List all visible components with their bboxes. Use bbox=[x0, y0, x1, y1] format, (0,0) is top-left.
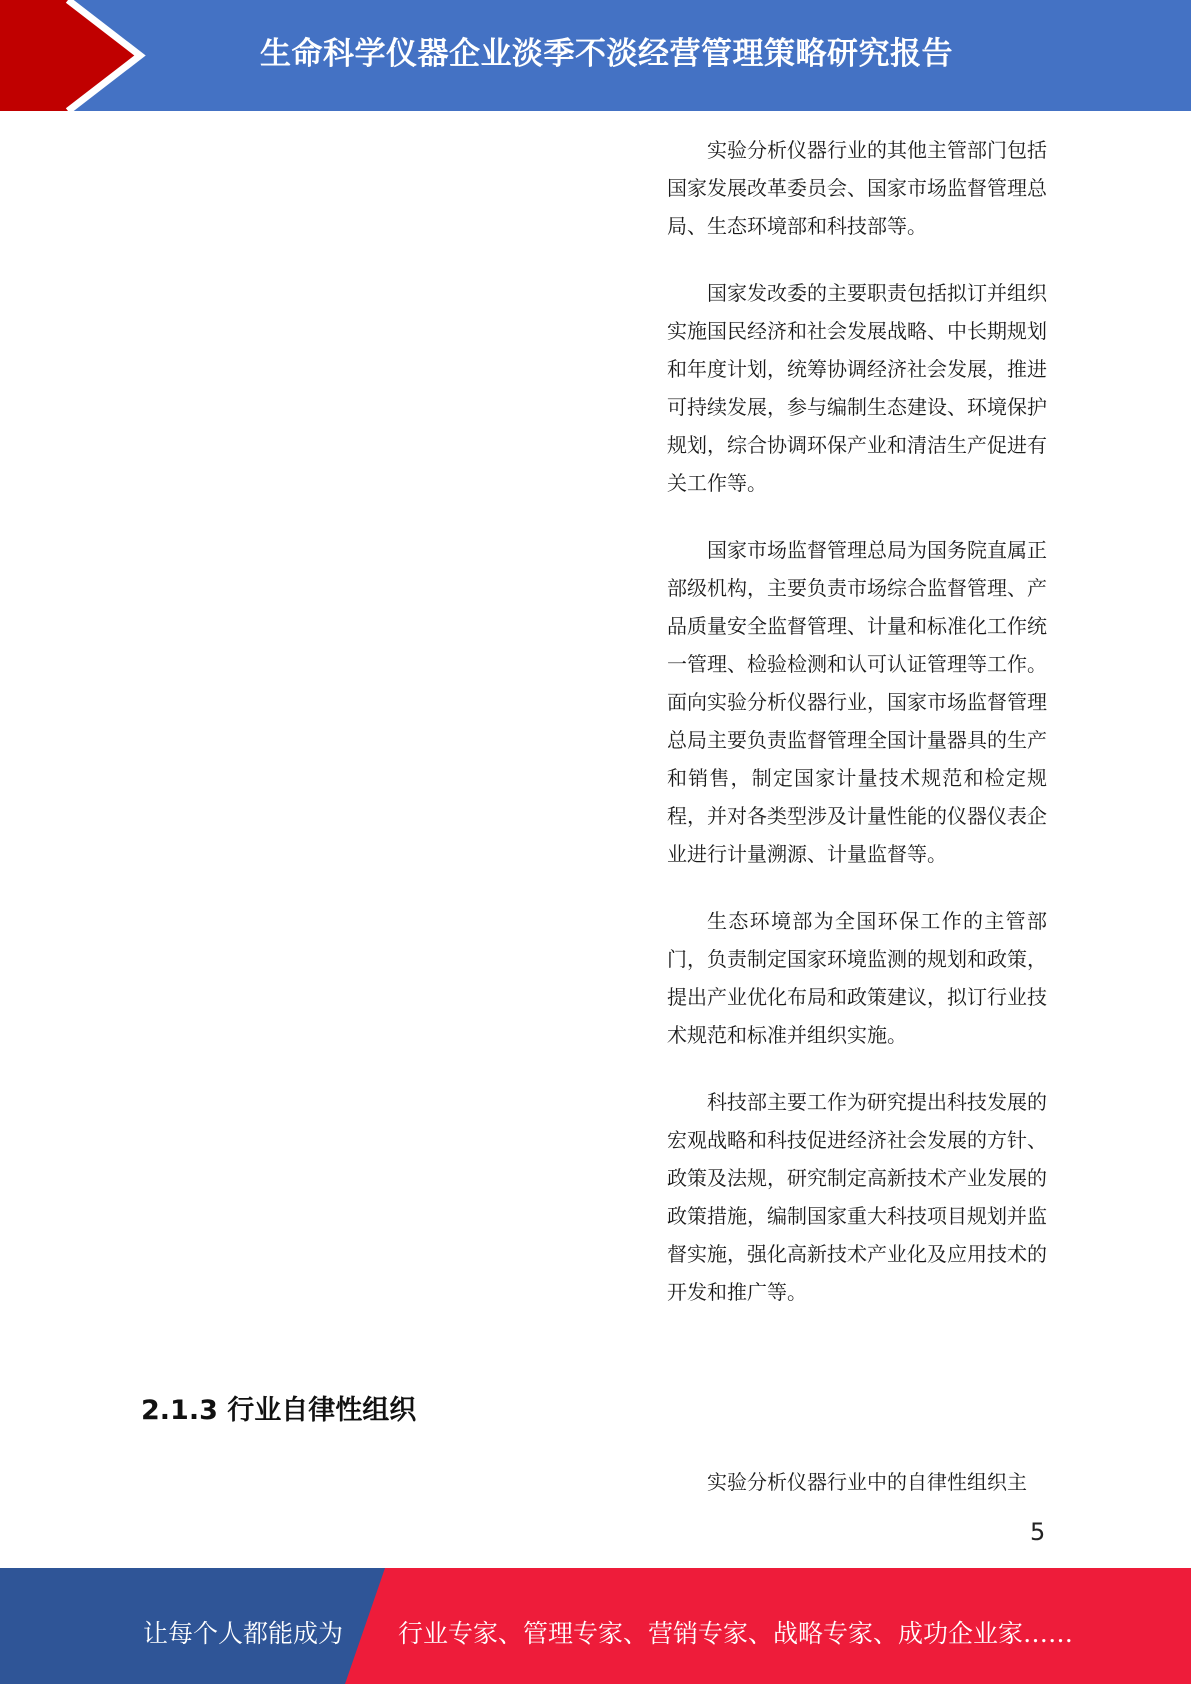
paragraph-ndrc: 国家发改委的主要职责包括拟订并组织实施国民经济和社会发展战略、中长期规划和年度计划，统筹协调经济社会发展，推进可持续发展，参与编制生态建设、环境保护规划，综合协调环保产业和清洁生产促进有关工作等。 bbox=[667, 281, 1047, 495]
paragraph-other-authorities: 实验分析仪器行业的其他主管部门包括国家发展改革委员会、国家市场监督管理总局、生态环境部和科技部等。 bbox=[667, 138, 1047, 238]
footer-slogan-left: 让每个人都能成为 bbox=[143, 1619, 344, 1648]
paragraph-self-regulatory: 实验分析仪器行业中的自律性组织主 bbox=[707, 1470, 1027, 1494]
paragraph-samr: 国家市场监督管理总局为国务院直属正部级机构，主要负责市场综合监督管理、产品质量安全监督管理、计量和标准化工作统一管理、检验检测和认可认证管理等工作。面向实验分析仪器行业，国家市场监督管理总局主要负责监督管理全国计量器具的生产和销售，制定国家计量技术规范和检定规程，并对各类型涉及计量性能的仪器仪表企业进行计量溯源、计量监督等。 bbox=[667, 538, 1047, 866]
chevron-arrow-icon bbox=[0, 0, 160, 111]
paragraph-most: 科技部主要工作为研究提出科技发展的宏观战略和科技促进经济社会发展的方针、政策及法规，研究制定高新技术产业发展的政策措施，编制国家重大科技项目规划并监督实施，强化高新技术产业化及应用技术的开发和推广等。 bbox=[667, 1090, 1047, 1304]
report-title: 生命科学仪器企业淡季不淡经营管理策略研究报告 bbox=[260, 36, 953, 72]
page-header bbox=[0, 0, 1191, 111]
page-number: 5 bbox=[1030, 1518, 1046, 1546]
body-text-column bbox=[667, 131, 1047, 1340]
page-footer bbox=[0, 1568, 1191, 1684]
section-heading: 2.1.3 行业自律性组织 bbox=[141, 1395, 417, 1426]
paragraph-mee: 生态环境部为全国环保工作的主管部门，负责制定国家环境监测的规划和政策，提出产业优化布局和政策建议，拟订行业技术规范和标准并组织实施。 bbox=[667, 909, 1047, 1047]
footer-slogan-right: 行业专家、管理专家、营销专家、战略专家、成功企业家…… bbox=[398, 1619, 1074, 1648]
